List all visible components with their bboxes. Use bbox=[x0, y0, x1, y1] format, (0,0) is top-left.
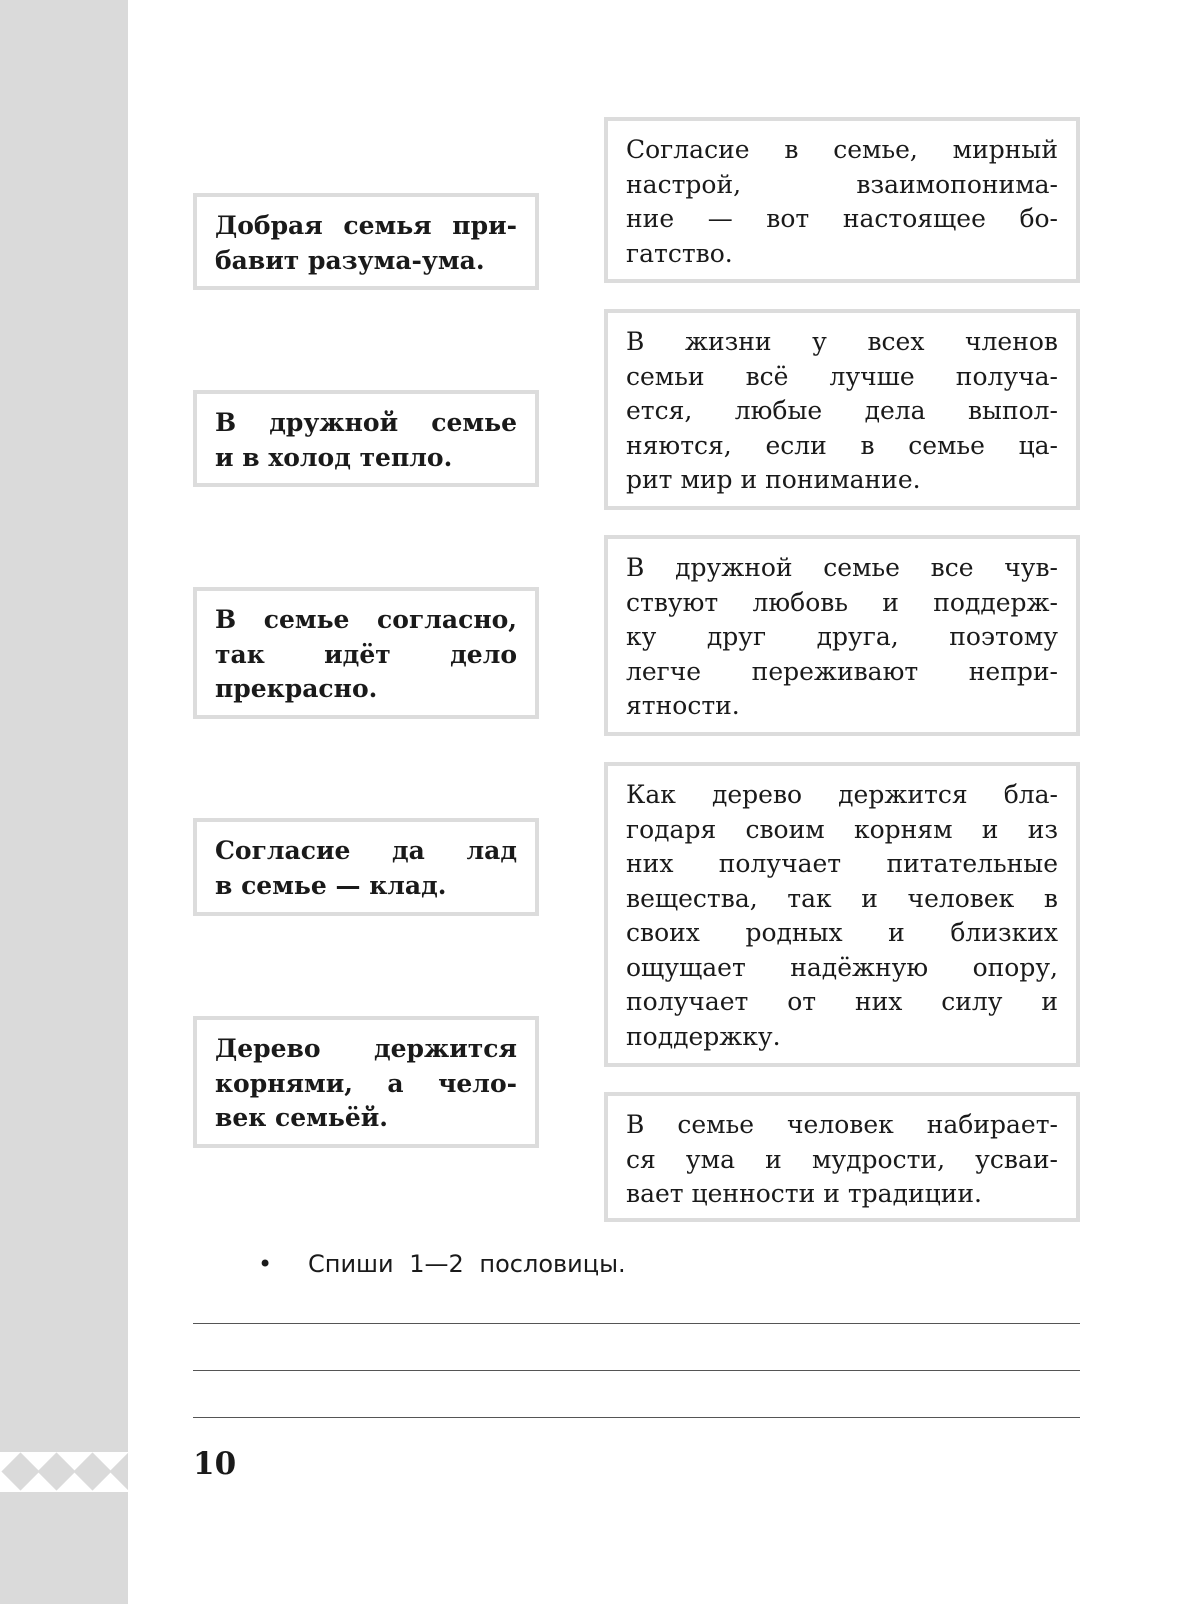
page-number: 10 bbox=[193, 1446, 237, 1482]
card-text-line: Согласие в семье, мирный bbox=[626, 135, 1058, 164]
card-text-line: своих родных и близких bbox=[626, 918, 1058, 947]
writing-line[interactable] bbox=[193, 1370, 1080, 1371]
card-text-line: семьи всё лучше получа- bbox=[626, 361, 1058, 391]
meaning-card[interactable] bbox=[604, 762, 1080, 1067]
card-text-line: ся ума и мудрости, усваи- bbox=[626, 1144, 1058, 1174]
task-instruction: • Спиши 1—2 пословицы. bbox=[258, 1250, 626, 1278]
card-text-line: рит мир и понимание. bbox=[626, 465, 921, 494]
card-text-line: няются, если в семье ца- bbox=[626, 430, 1058, 460]
diamond-ornament bbox=[0, 1452, 128, 1492]
card-text-line: ствуют любовь и поддерж- bbox=[626, 587, 1058, 617]
proverb-card[interactable] bbox=[193, 818, 539, 916]
card-text-line: годаря своим корням и из bbox=[626, 814, 1058, 844]
card-text-line: ку друг друга, поэтому bbox=[626, 622, 1058, 651]
card-text-line: корнями, а чело- bbox=[215, 1068, 517, 1098]
card-text-line: легче переживают непри- bbox=[626, 656, 1058, 686]
card-text-line: В жизни у всех членов bbox=[626, 327, 1058, 356]
card-text-line: Добрая семья при- bbox=[215, 211, 517, 240]
card-text-line: гатство. bbox=[626, 238, 733, 268]
side-strip bbox=[0, 0, 128, 1452]
card-text-line: прекрасно. bbox=[215, 674, 378, 703]
proverb-card[interactable] bbox=[193, 1016, 539, 1148]
card-text-line: В семье согласно, bbox=[215, 605, 517, 634]
card-text-line: Дерево держится bbox=[215, 1034, 517, 1063]
card-text-line: ние — вот настоящее бо- bbox=[626, 204, 1058, 233]
card-text-line: поддержку. bbox=[626, 1021, 781, 1051]
card-text-line: бавит разума-ума. bbox=[215, 245, 485, 275]
card-text-line: так идёт дело bbox=[215, 639, 517, 669]
card-text-line: вает ценности и традиции. bbox=[626, 1179, 982, 1208]
card-text-line: век семьёй. bbox=[215, 1103, 388, 1132]
side-strip-bottom bbox=[0, 1492, 128, 1604]
card-text-line: ятности. bbox=[626, 691, 740, 720]
card-text-line: В семье человек набирает- bbox=[626, 1110, 1058, 1139]
writing-line[interactable] bbox=[193, 1417, 1080, 1418]
proverb-card[interactable] bbox=[193, 390, 539, 487]
card-text-line: настрой, взаимопонима- bbox=[626, 169, 1058, 199]
card-text-line: получает от них силу и bbox=[626, 987, 1058, 1016]
card-text-line: ощущает надёжную опору, bbox=[626, 952, 1058, 982]
card-text-line: и в холод тепло. bbox=[215, 442, 453, 472]
card-text-line: ется, любые дела выпол- bbox=[626, 396, 1058, 425]
card-text-line: в семье — клад. bbox=[215, 870, 447, 900]
meaning-card[interactable] bbox=[604, 309, 1080, 510]
writing-line[interactable] bbox=[193, 1323, 1080, 1324]
card-text-line: Согласие да лад bbox=[215, 836, 517, 865]
card-text-line: них получает питательные bbox=[626, 849, 1058, 878]
meaning-card[interactable] bbox=[604, 1092, 1080, 1222]
card-text-line: Как дерево держится бла- bbox=[626, 780, 1058, 809]
card-text-line: В дружной семье все чув- bbox=[626, 553, 1058, 582]
proverb-card[interactable] bbox=[193, 587, 539, 719]
proverb-card[interactable] bbox=[193, 193, 539, 290]
card-text-line: В дружной семье bbox=[215, 408, 517, 437]
card-text-line: вещества, так и человек в bbox=[626, 883, 1058, 913]
meaning-card[interactable] bbox=[604, 117, 1080, 283]
meaning-card[interactable] bbox=[604, 535, 1080, 736]
